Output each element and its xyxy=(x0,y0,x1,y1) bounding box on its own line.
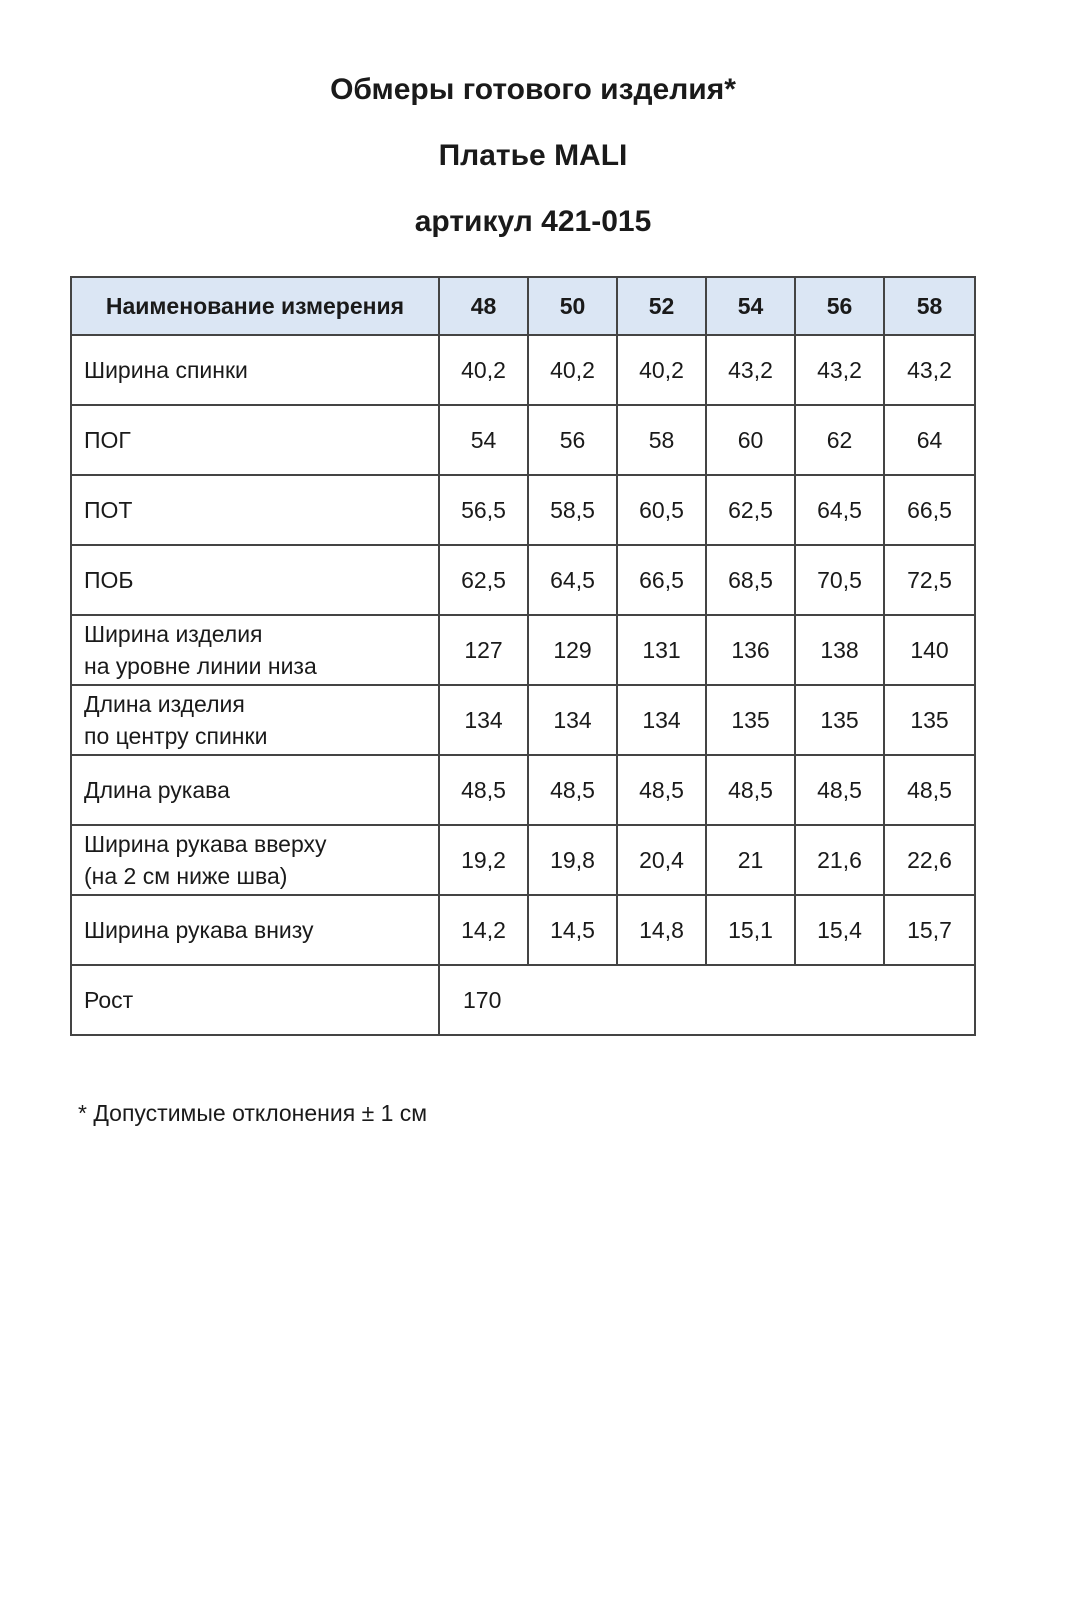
table-cell: 140 xyxy=(884,615,975,685)
measurements-table xyxy=(70,276,976,1036)
row-label-line: Ширина рукава вверху xyxy=(84,831,327,857)
table-cell: 134 xyxy=(528,685,617,755)
table-cell: 60,5 xyxy=(617,475,706,545)
table-cell: 48,5 xyxy=(617,755,706,825)
table-row xyxy=(71,615,975,685)
row-label: ПОГ xyxy=(71,405,439,475)
document-title: Обмеры готового изделия* xyxy=(330,73,736,106)
table-row xyxy=(71,685,975,755)
height-value: 170 xyxy=(439,965,975,1035)
table-cell: 14,5 xyxy=(528,895,617,965)
table-cell: 54 xyxy=(439,405,528,475)
row-label-line: (на 2 см ниже шва) xyxy=(84,863,288,889)
table-cell: 19,2 xyxy=(439,825,528,895)
table-cell: 15,1 xyxy=(706,895,795,965)
table-cell: 48,5 xyxy=(706,755,795,825)
tolerance-footnote: * Допустимые отклонения ± 1 см xyxy=(78,1100,428,1126)
table-cell: 64,5 xyxy=(528,545,617,615)
table-cell: 21,6 xyxy=(795,825,884,895)
table-cell: 15,4 xyxy=(795,895,884,965)
table-cell: 19,8 xyxy=(528,825,617,895)
table-cell: 136 xyxy=(706,615,795,685)
table-cell: 66,5 xyxy=(617,545,706,615)
table-cell: 135 xyxy=(795,685,884,755)
column-header-size: 56 xyxy=(795,277,884,335)
table-cell: 66,5 xyxy=(884,475,975,545)
row-label-line: на уровне линии низа xyxy=(84,653,317,679)
row-label: ПОТ xyxy=(71,475,439,545)
table-cell: 15,7 xyxy=(884,895,975,965)
table-row xyxy=(71,825,975,895)
row-label: Ширина спинки xyxy=(71,335,439,405)
table-cell: 58 xyxy=(617,405,706,475)
table-cell: 48,5 xyxy=(795,755,884,825)
table-cell: 135 xyxy=(706,685,795,755)
table-row xyxy=(71,545,975,615)
row-label xyxy=(71,685,439,755)
row-label: ПОБ xyxy=(71,545,439,615)
table-cell: 131 xyxy=(617,615,706,685)
column-header-size: 52 xyxy=(617,277,706,335)
row-label: Длина рукава xyxy=(71,755,439,825)
column-header-size: 50 xyxy=(528,277,617,335)
table-cell: 40,2 xyxy=(617,335,706,405)
product-name: Платье MALI xyxy=(438,139,628,172)
table-cell: 129 xyxy=(528,615,617,685)
table-cell: 62,5 xyxy=(706,475,795,545)
table-cell: 48,5 xyxy=(884,755,975,825)
table-cell: 134 xyxy=(617,685,706,755)
row-label: Ширина рукава внизу xyxy=(71,895,439,965)
table-cell: 14,2 xyxy=(439,895,528,965)
table-cell: 22,6 xyxy=(884,825,975,895)
table-row-height xyxy=(71,965,975,1035)
table-cell: 40,2 xyxy=(528,335,617,405)
row-label: Рост xyxy=(71,965,439,1035)
table-cell: 62 xyxy=(795,405,884,475)
table-cell: 64,5 xyxy=(795,475,884,545)
row-label-line: Ширина изделия xyxy=(84,621,263,647)
column-header-size: 58 xyxy=(884,277,975,335)
table-row xyxy=(71,405,975,475)
table-row xyxy=(71,895,975,965)
table-cell: 40,2 xyxy=(439,335,528,405)
table-row xyxy=(71,755,975,825)
table-cell: 68,5 xyxy=(706,545,795,615)
column-header-size: 54 xyxy=(706,277,795,335)
table-cell: 60 xyxy=(706,405,795,475)
table-cell: 56 xyxy=(528,405,617,475)
table-cell: 21 xyxy=(706,825,795,895)
table-cell: 14,8 xyxy=(617,895,706,965)
table-cell: 134 xyxy=(439,685,528,755)
row-label xyxy=(71,825,439,895)
row-label xyxy=(71,615,439,685)
article-number: артикул 421-015 xyxy=(414,205,652,238)
column-header-measurement: Наименование измерения xyxy=(71,277,439,335)
table-cell: 43,2 xyxy=(884,335,975,405)
table-cell: 43,2 xyxy=(795,335,884,405)
row-label-line: по центру спинки xyxy=(84,723,268,749)
table-row xyxy=(71,335,975,405)
table-cell: 135 xyxy=(884,685,975,755)
table-cell: 64 xyxy=(884,405,975,475)
table-cell: 138 xyxy=(795,615,884,685)
table-cell: 43,2 xyxy=(706,335,795,405)
column-header-size: 48 xyxy=(439,277,528,335)
table-cell: 72,5 xyxy=(884,545,975,615)
table-row xyxy=(71,475,975,545)
table-cell: 56,5 xyxy=(439,475,528,545)
table-cell: 48,5 xyxy=(439,755,528,825)
table-cell: 62,5 xyxy=(439,545,528,615)
table-cell: 48,5 xyxy=(528,755,617,825)
table-cell: 70,5 xyxy=(795,545,884,615)
table-cell: 58,5 xyxy=(528,475,617,545)
row-label-line: Длина изделия xyxy=(84,691,245,717)
table-header-row xyxy=(71,277,975,335)
table-cell: 20,4 xyxy=(617,825,706,895)
table-cell: 127 xyxy=(439,615,528,685)
